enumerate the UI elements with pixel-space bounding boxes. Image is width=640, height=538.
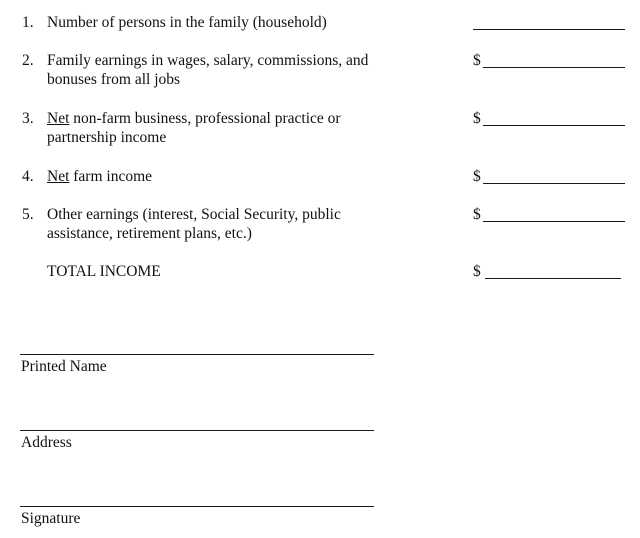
item-label: Other earnings (interest, Social Security, public assistance, retirement plans, etc.): [47, 206, 341, 242]
answer-blank-line[interactable]: [483, 125, 625, 126]
item-label: Family earnings in wages, salary, commissions, and bonuses from all jobs: [47, 52, 369, 88]
printed-name-line[interactable]: [20, 354, 374, 355]
answer-blank-line[interactable]: [483, 67, 625, 68]
dollar-sign: $: [473, 168, 481, 185]
address-line[interactable]: [20, 430, 374, 431]
address-label: Address: [21, 434, 72, 451]
item-label: Net farm income: [47, 168, 153, 185]
item-label: Net non-farm business, professional practice or partnership income: [47, 110, 341, 146]
item-number: 5.: [22, 206, 34, 223]
dollar-sign: $: [473, 110, 481, 127]
signature-line[interactable]: [20, 506, 374, 507]
item-number: 2.: [22, 52, 34, 69]
dollar-sign: $: [473, 263, 481, 280]
dollar-sign: $: [473, 52, 481, 69]
item-number: 1.: [22, 14, 34, 31]
answer-blank-line[interactable]: [483, 183, 625, 184]
item-number: 4.: [22, 168, 34, 185]
answer-blank-line[interactable]: [483, 221, 625, 222]
total-income-label: TOTAL INCOME: [47, 263, 161, 280]
item-label: Number of persons in the family (household): [47, 14, 327, 31]
answer-blank-line[interactable]: [473, 29, 625, 30]
printed-name-label: Printed Name: [21, 358, 107, 375]
item-number: 3.: [22, 110, 34, 127]
signature-label: Signature: [21, 510, 81, 527]
dollar-sign: $: [473, 206, 481, 223]
answer-blank-line[interactable]: [485, 278, 621, 279]
